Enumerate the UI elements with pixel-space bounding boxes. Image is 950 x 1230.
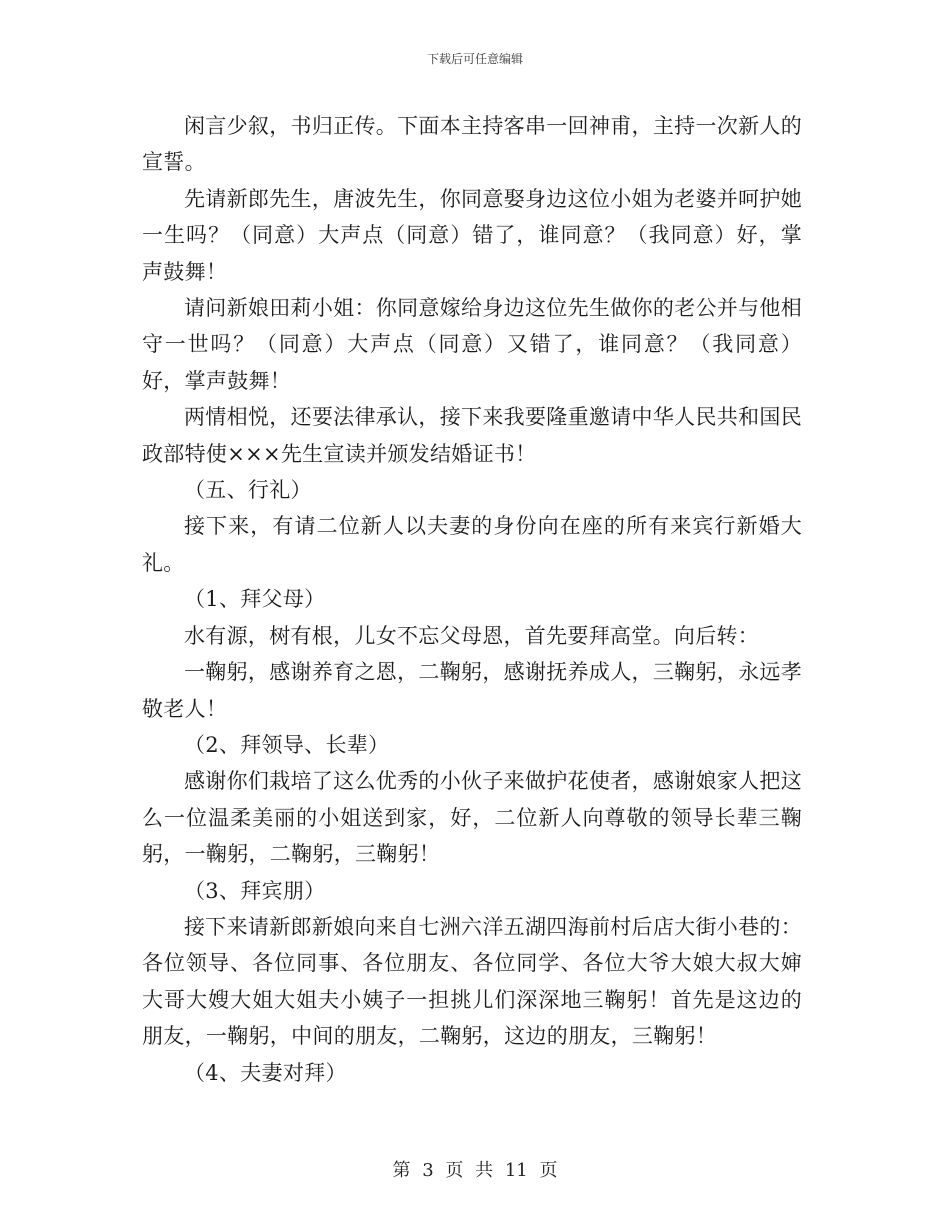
paragraph: 一鞠躬，感谢养育之恩，二鞠躬，感谢抚养成人，三鞠躬，永远孝敬老人！ [142, 660, 802, 721]
page-number-footer: 第 3 页 共 11 页 [392, 1160, 558, 1181]
paragraph: 感谢你们栽培了这么优秀的小伙子来做护花使者，感谢娘家人把这么一位温柔美丽的小姐送到家，好，二位新人向尊敬的领导长辈三鞠躬，一鞠躬，二鞠躬，三鞠躬！ [142, 769, 802, 867]
paragraph: 先请新郎先生，唐波先生，你同意娶身边这位小姐为老婆并呵护她一生吗？（同意）大声点（同意）错了，谁同意？（我同意）好，掌声鼓舞！ [142, 186, 802, 284]
paragraph: 接下来，有请二位新人以夫妻的身份向在座的所有来宾行新婚大礼。 [142, 514, 802, 575]
paragraph: 闲言少叙，书归正传。下面本主持客串一回神甫，主持一次新人的宣誓。 [142, 114, 802, 175]
paragraph: 水有源，树有根，儿女不忘父母恩，首先要拜高堂。向后转： [184, 623, 760, 648]
paragraph: 接下来请新郎新娘向来自七洲六洋五湖四海前村后店大街小巷的：各位领导、各位同事、各位朋友、各位同学、各位大爷大娘大叔大婶大哥大嫂大姐大姐夫小姨子一担挑儿们深深地三鞠躬！首先是这边的朋友，一鞠躬，中间的朋友，二鞠躬，这边的朋友，三鞠躬！ [142, 914, 802, 1049]
paragraph: 两情相悦，还要法律承认，接下来我要隆重邀请中华人民共和国民政部特使×××先生宣读并颁发结婚证书！ [142, 405, 802, 466]
section-heading: （2、拜领导、长辈） [184, 732, 390, 757]
section-heading: （3、拜宾朋） [184, 878, 326, 903]
page-header: 下载后可任意编辑 [426, 52, 523, 66]
section-heading: （1、拜父母） [184, 587, 326, 612]
section-heading: （五、行礼） [184, 478, 312, 503]
paragraph: 请问新娘田莉小姐：你同意嫁给身边这位先生做你的老公并与他相守一世吗？（同意）大声点（同意）又错了，谁同意？（我同意）好，掌声鼓舞！ [142, 296, 802, 393]
document-body [142, 108, 802, 1091]
section-heading: （4、夫妻对拜） [184, 1060, 347, 1085]
